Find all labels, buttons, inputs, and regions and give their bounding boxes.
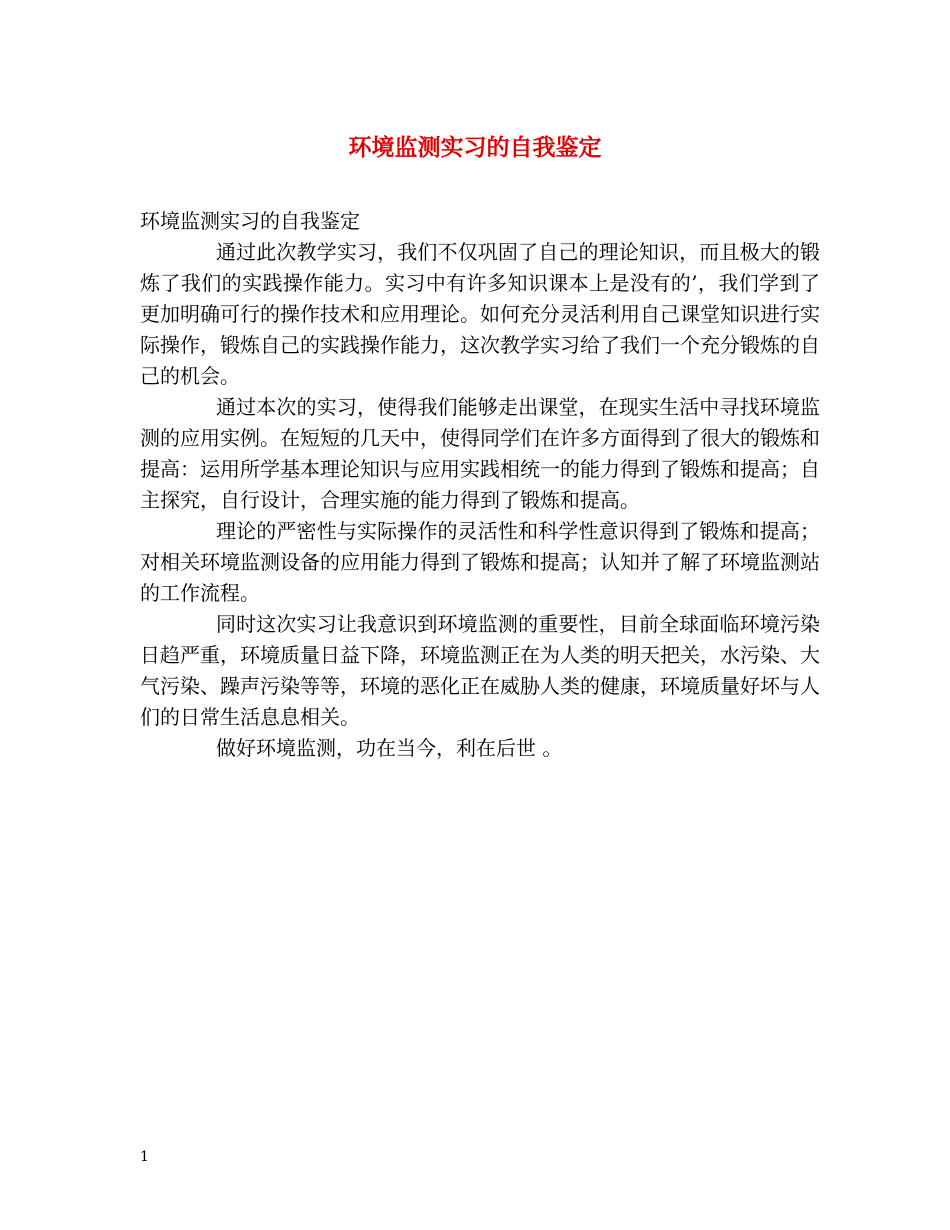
paragraph-3: 理论的严密性与实际操作的灵活性和科学性意识得到了锻炼和提高；对相关环境监测设备的应用能力得到了锻炼和提高；认知并了解了环境监测站的工作流程。 (140, 519, 820, 605)
paragraph-1: 通过此次教学实习，我们不仅巩固了自己的理论知识，而且极大的锻炼了我们的实践操作能力。实习中有许多知识课本上是没有的’，我们学到了更加明确可行的操作技术和应用理论。如何充分灵活利用自己课堂知识进行实际操作，锻炼自己的实践操作能力，这次教学实习给了我们一个充分锻炼的自己的机会。 (140, 240, 820, 388)
page-number: 1 (140, 1149, 149, 1165)
document-subheading: 环境监测实习的自我鉴定 (140, 209, 360, 233)
paragraph-5: 做好环境监测，功在当今，利在后世 。 (216, 736, 563, 760)
document-body (140, 206, 820, 764)
paragraph-2: 通过本次的实习，使得我们能够走出课堂，在现实生活中寻找环境监测的应用实例。在短短的几天中，使得同学们在许多方面得到了很大的锻炼和提高：运用所学基本理论知识与应用实践相统一的能力得到了锻炼和提高；自主探究，自行设计，合理实施的能力得到了锻炼和提高。 (140, 395, 820, 512)
document-title: 环境监测实习的自我鉴定 (348, 134, 602, 161)
paragraph-4: 同时这次实习让我意识到环境监测的重要性，目前全球面临环境污染日趋严重，环境质量日益下降，环境监测正在为人类的明天把关，水污染、大气污染、躁声污染等等，环境的恶化正在威胁人类的健康，环境质量好坏与人们的日常生活息息相关。 (140, 612, 820, 729)
